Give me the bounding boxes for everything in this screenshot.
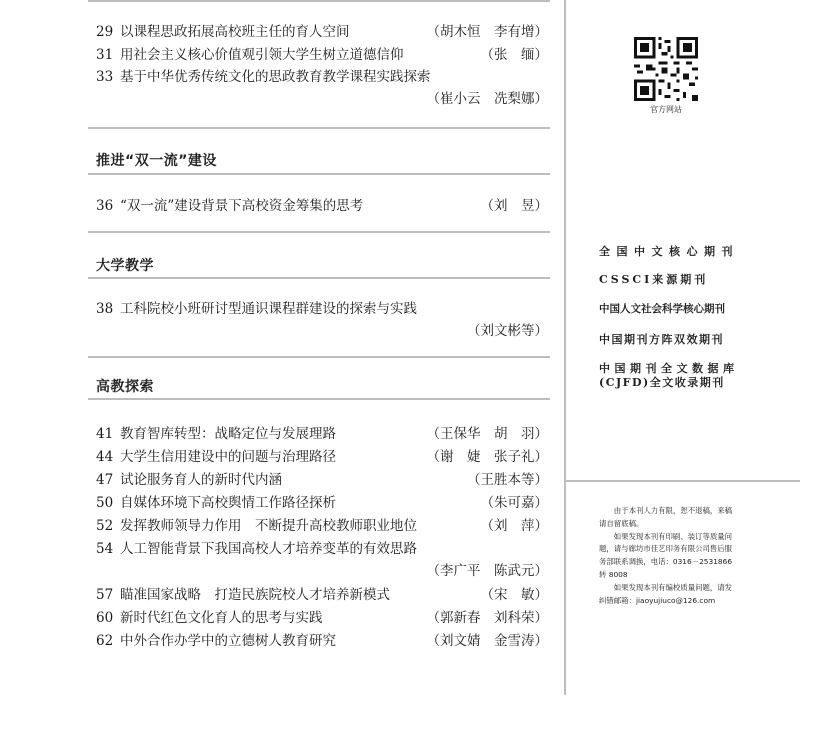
toc-entry[interactable] bbox=[96, 515, 548, 537]
page-number: 60 bbox=[96, 610, 114, 626]
toc-entry[interactable] bbox=[96, 446, 548, 468]
article-title: 人工智能背景下我国高校人才培养变革的有效思路 bbox=[120, 541, 417, 557]
toc-entry[interactable] bbox=[96, 492, 548, 514]
indexing-item: CSSCI来源期刊 bbox=[599, 273, 709, 286]
article-authors: （崔小云 冼梨娜） bbox=[426, 91, 548, 107]
section-rule bbox=[88, 127, 550, 129]
article-title: 瞄准国家战略 打造民族院校人才培养新模式 bbox=[120, 587, 390, 603]
section-title: 高教探索 bbox=[96, 379, 154, 395]
article-authors: （刘文彬等） bbox=[467, 323, 548, 339]
section-title: 推进“双一流”建设 bbox=[96, 153, 217, 169]
page-number: 44 bbox=[96, 449, 114, 465]
section-rule bbox=[88, 356, 550, 358]
article-authors: （刘文婧 金雪涛） bbox=[426, 633, 548, 649]
section-rule bbox=[88, 231, 550, 233]
indexing-item: (CJFD)全文收录期刊 bbox=[599, 376, 725, 389]
article-authors: （王胜本等） bbox=[467, 472, 548, 488]
article-authors: （朱可嘉） bbox=[480, 495, 548, 511]
indexing-item: 中国期刊全文数据库 bbox=[599, 362, 739, 375]
toc-entry[interactable] bbox=[96, 66, 548, 110]
toc-entry[interactable] bbox=[96, 584, 548, 606]
toc-entry[interactable] bbox=[96, 538, 548, 582]
indexing-item: 中国人文社会科学核心期刊 bbox=[599, 303, 725, 315]
article-title: 以课程思政拓展高校班主任的育人空间 bbox=[120, 24, 350, 40]
section-rule bbox=[88, 398, 550, 400]
page-number: 57 bbox=[96, 587, 114, 603]
notice-block bbox=[599, 505, 739, 607]
page-number: 36 bbox=[96, 198, 114, 214]
toc-entry[interactable] bbox=[96, 630, 548, 652]
page-number: 47 bbox=[96, 472, 114, 488]
article-authors: （刘 萍） bbox=[480, 518, 548, 534]
toc-entry[interactable] bbox=[96, 298, 548, 342]
page-number: 54 bbox=[96, 541, 114, 557]
toc-entry[interactable] bbox=[96, 195, 548, 217]
top-rule bbox=[88, 0, 550, 2]
article-authors: （张 缅） bbox=[480, 47, 548, 63]
page-number: 31 bbox=[96, 47, 114, 63]
notice-paragraph: 由于本刊人力有限，恕不退稿，来稿请自留底稿。 bbox=[599, 506, 733, 528]
section-rule bbox=[88, 277, 550, 279]
page-number: 50 bbox=[96, 495, 114, 511]
article-title: 工科院校小班研讨型通识课程群建设的探索与实践 bbox=[120, 301, 417, 317]
toc-entry[interactable] bbox=[96, 469, 548, 491]
article-authors: （胡木恒 李有增） bbox=[426, 24, 548, 40]
article-title: 自媒体环境下高校舆情工作路径探析 bbox=[120, 495, 336, 511]
toc-entry[interactable] bbox=[96, 44, 548, 66]
article-title: 基于中华优秀传统文化的思政教育教学课程实践探索 bbox=[120, 69, 431, 85]
indexing-item: 全国中文核心期刊 bbox=[599, 245, 739, 258]
article-title: “双一流”建设背景下高校资金筹集的思考 bbox=[120, 198, 364, 214]
page-number: 52 bbox=[96, 518, 114, 534]
qr-caption: 官方网站 bbox=[650, 105, 682, 114]
article-title: 试论服务育人的新时代内涵 bbox=[120, 472, 282, 488]
section-rule bbox=[88, 173, 550, 175]
article-authors: （刘 昱） bbox=[480, 198, 548, 214]
page-number: 62 bbox=[96, 633, 114, 649]
article-title: 发挥教师领导力作用 不断提升高校教师职业地位 bbox=[120, 518, 417, 534]
toc-entry[interactable] bbox=[96, 21, 548, 43]
notice-paragraph: 如果发现本刊有编校质量问题，请发纠错邮箱：jiaoyujiuco@126.com bbox=[599, 582, 733, 605]
article-authors: （王保华 胡 羽） bbox=[426, 426, 548, 442]
article-title: 大学生信用建设中的问题与治理路径 bbox=[120, 449, 336, 465]
indexing-item: 中国期刊方阵双效期刊 bbox=[599, 333, 724, 346]
page-number: 29 bbox=[96, 24, 114, 40]
sidebar-rule bbox=[566, 480, 800, 482]
article-title: 中外合作办学中的立德树人教育研究 bbox=[120, 633, 336, 649]
page-number: 41 bbox=[96, 426, 114, 442]
page-number: 33 bbox=[96, 69, 114, 85]
article-authors: （李广平 陈武元） bbox=[426, 563, 548, 579]
article-title: 教育智库转型：战略定位与发展理路 bbox=[120, 426, 336, 442]
article-title: 新时代红色文化育人的思考与实践 bbox=[120, 610, 323, 626]
article-authors: （宋 敏） bbox=[480, 587, 548, 603]
qr-code-icon[interactable] bbox=[634, 37, 698, 101]
notice-paragraph: 如果发现本刊有印刷、装订等质量问题，请与廊坊市佳艺印务有限公司售后服务部联系调换，电话：0316－2531866 转 8008 bbox=[599, 531, 733, 579]
article-title: 用社会主义核心价值观引领大学生树立道德信仰 bbox=[120, 47, 404, 63]
toc-entry[interactable] bbox=[96, 423, 548, 445]
article-authors: （郭新春 刘科荣） bbox=[426, 610, 548, 626]
article-authors: （谢 婕 张子礼） bbox=[426, 449, 548, 465]
toc-entry[interactable] bbox=[96, 607, 548, 629]
page-number: 38 bbox=[96, 301, 114, 317]
section-title: 大学教学 bbox=[96, 258, 154, 274]
